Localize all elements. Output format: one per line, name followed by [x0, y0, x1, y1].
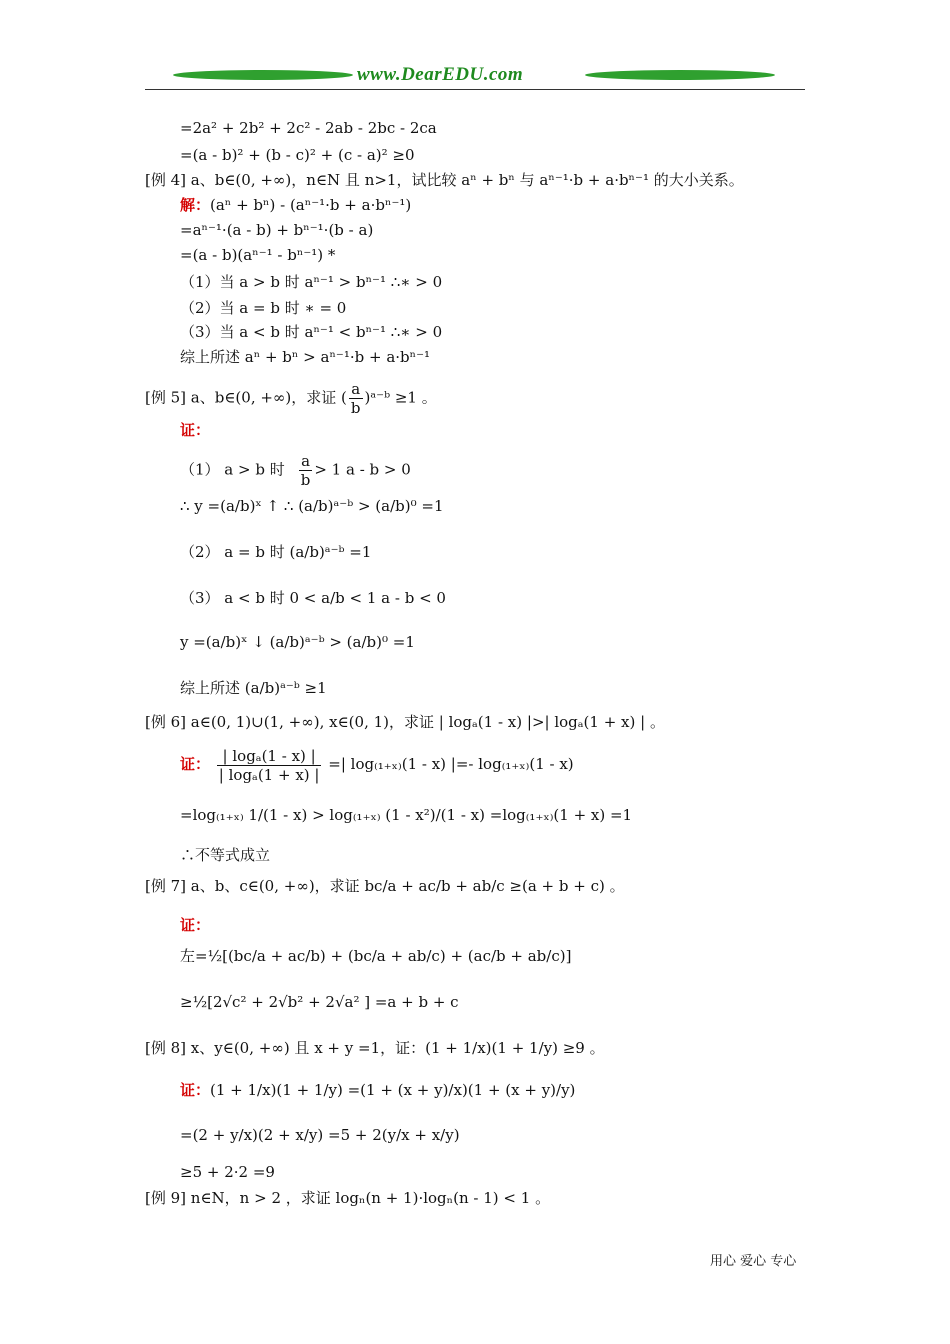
ex5-case-1: （1） a > b 时 $\frac{a}{b}$ > 1 a - b > 0 — [180, 452, 411, 489]
ex4-case-2: （2）当 a = b 时 ∗ = 0 — [180, 299, 347, 317]
ex8-line-2: =(2 + y/x)(2 + x/y) =5 + 2(y/x + x/y) — [180, 1126, 460, 1144]
ex5-case-2: （2） a = b 时 (a/b)ᵃ⁻ᵇ =1 — [180, 543, 372, 561]
page-footer: 用心 爱心 专心 — [710, 1254, 797, 1269]
ex7-line-2: ≥½[2√c² + 2√b² + 2√a² ] =a + b + c — [180, 993, 459, 1011]
line-2: =(a - b)² + (b - c)² + (c - a)² ≥0 — [180, 146, 415, 164]
ex6-line-1: 证： $\frac{\text{| logₐ(1 - x) |}}{\text{| logₐ(1 + x) |}}$ =| log₍₁₊ₓ₎(1 - x) |=- log₍₁₊ₓ₎(1 - x) — [180, 746, 574, 784]
ex6-summary: ∴不等式成立 — [180, 846, 271, 864]
ex5-result-3: y =(a/b)ˣ ↓ (a/b)ᵃ⁻ᵇ > (a/b)⁰ =1 — [180, 633, 415, 651]
ex7-label: 证： — [180, 916, 211, 934]
ex4-step-2: =aⁿ⁻¹·(a - b) + bⁿ⁻¹·(b - a) — [180, 221, 374, 239]
ex8-line-1: 证：(1 + 1/x)(1 + 1/y) =(1 + (x + y)/x)(1 + (x + y)/y) — [180, 1081, 576, 1099]
example-9: [例 9] n∈N，n > 2 ，求证 logₙ(n + 1)·logₙ(n - 1) < 1 。 — [145, 1189, 551, 1207]
example-8: [例 8] x、y∈(0, +∞) 且 x + y =1，证：(1 + 1/x)(1 + 1/y) ≥9 。 — [145, 1039, 605, 1057]
left-swoosh — [173, 70, 353, 80]
example-5: [例 5] a、b∈(0, +∞)，求证 ( $\frac{a}{b}$ )ᵃ⁻ᵇ ≥1 。 — [145, 380, 437, 417]
ex4-case-3: （3）当 a < b 时 aⁿ⁻¹ < bⁿ⁻¹ ∴∗ > 0 — [180, 323, 443, 341]
fraction-a-b: $\frac{a}{b}$ — [350, 380, 361, 417]
right-swoosh — [585, 70, 775, 80]
example-4: [例 4] a、b∈(0, +∞)，n∈N 且 n>1，试比较 aⁿ + bⁿ 与 aⁿ⁻¹·b + a·bⁿ⁻¹ 的大小关系。 — [145, 171, 744, 189]
ex8-line-3: ≥5 + 2·2 =9 — [180, 1163, 275, 1181]
ex5-label: 证： — [180, 421, 211, 439]
ex5-result-1: ∴ y =(a/b)ˣ ↑ ∴ (a/b)ᵃ⁻ᵇ > (a/b)⁰ =1 — [180, 497, 444, 515]
site-name: www.DearEDU.com — [357, 64, 524, 85]
example-7: [例 7] a、b、c∈(0, +∞)，求证 bc/a + ac/b + ab/c ≥(a + b + c) 。 — [145, 877, 625, 895]
ex7-line-1: 左=½[(bc/a + ac/b) + (bc/a + ab/c) + (ac/b + ab/c)] — [180, 947, 572, 965]
ex5-case-3: （3） a < b 时 0 < a/b < 1 a - b < 0 — [180, 589, 446, 607]
page-header — [145, 62, 805, 92]
ex5-summary: 综上所述 (a/b)ᵃ⁻ᵇ ≥1 — [180, 679, 327, 697]
example-6: [例 6] a∈(0, 1)∪(1, +∞), x∈(0, 1)，求证 | logₐ(1 - x) |>| logₐ(1 + x) | 。 — [145, 713, 665, 731]
ex4-summary: 综上所述 aⁿ + bⁿ > aⁿ⁻¹·b + a·bⁿ⁻¹ — [180, 348, 431, 366]
ex6-line-2: =log₍₁₊ₓ₎ 1/(1 - x) > log₍₁₊ₓ₎ (1 - x²)/(1 - x) =log₍₁₊ₓ₎(1 + x) =1 — [180, 806, 633, 824]
solution-label: 解： — [180, 196, 211, 214]
line-1: =2a² + 2b² + 2c² - 2ab - 2bc - 2ca — [180, 119, 437, 137]
ex4-case-1: （1）当 a > b 时 aⁿ⁻¹ > bⁿ⁻¹ ∴∗ > 0 — [180, 273, 443, 291]
ex4-step-3: =(a - b)(aⁿ⁻¹ - bⁿ⁻¹) * — [180, 246, 336, 264]
header-rule — [145, 89, 805, 90]
ex4-step-1: 解：(aⁿ + bⁿ) - (aⁿ⁻¹·b + a·bⁿ⁻¹) — [180, 196, 412, 214]
